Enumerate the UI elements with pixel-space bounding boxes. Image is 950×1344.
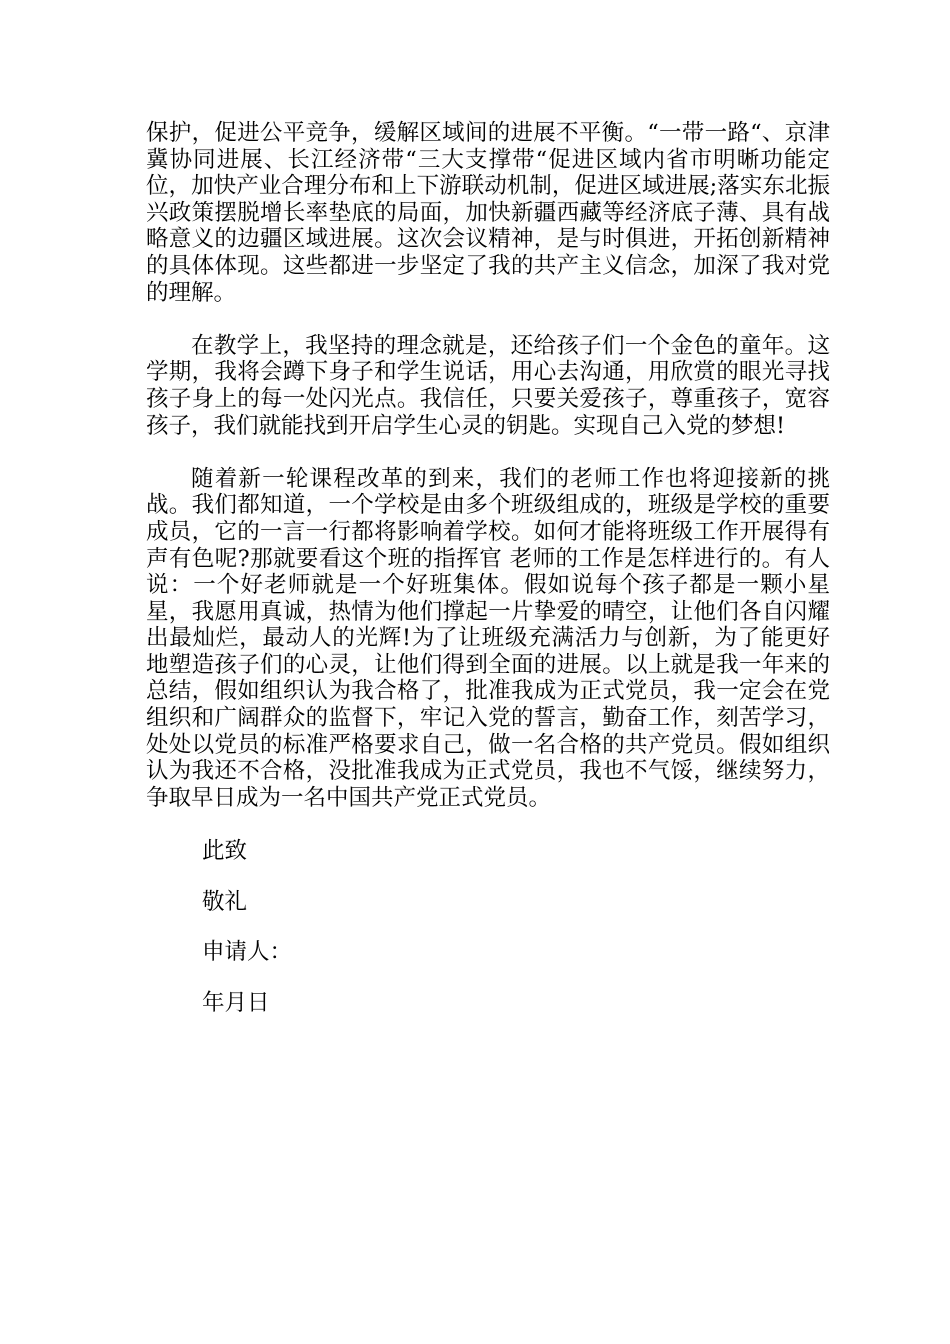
paragraph-class-work: 随着新一轮课程改革的到来，我们的老师工作也将迎接新的挑战。我们都知道，一个学校是由多个班级组成的，班级是学校的重要成员，它的一言一行都将影响着学校。如何才能将班级工作开展得有声有色呢?那就要看这个班的指挥官 老师的工作是怎样进行的。有人说：一个好老师就是一个好班集体。假如说每个孩子都是一颗小星星，我愿用真诚，热情为他们撑起一片挚爱的晴空，让他们各自闪耀出最灿烂，最动人的光辉!为了让班级充满活力与创新，为了能更好地塑造孩子们的心灵，让他们得到全面的进展。以上就是我一年来的总结，假如组织认为我合格了，批准我成为正式党员，我一定会在党组织和广阔群众的监督下，牢记入党的誓言，勤奋工作，刻苦学习，处处以党员的标准严格要求自己，做一名合格的共产党员。假如组织认为我还不合格，没批准我成为正式党员，我也不气馁，继续努力，争取早日成为一名中国共产党正式党员。 bbox=[146, 465, 830, 811]
document-body bbox=[146, 120, 830, 1040]
paragraph-continuation: 保护，促进公平竞争，缓解区域间的进展不平衡。“一带一路“、京津冀协同进展、长江经济带“三大支撑带“促进区域内省市明晰功能定位，加快产业合理分布和上下游联动机制，促进区域进展;落实东北振兴政策摆脱增长率垫底的局面，加快新疆西藏等经济底子薄、具有战略意义的边疆区域进展。这次会议精神，是与时俱进，开拓创新精神的具体体现。这些都进一步坚定了我的共产主义信念，加深了我对党的理解。 bbox=[146, 120, 830, 306]
paragraph-teaching: 在教学上，我坚持的理念就是，还给孩子们一个金色的童年。这学期，我将会蹲下身子和学生说话，用心去沟通，用欣赏的眼光寻找孩子身上的每一处闪光点。我信任，只要关爱孩子，尊重孩子，宽容孩子，我们就能找到开启学生心灵的钥匙。实现自己入党的梦想! bbox=[146, 332, 830, 439]
closing-salutation-1: 此致 bbox=[202, 838, 248, 865]
closing-salutation-2: 敬礼 bbox=[202, 888, 248, 915]
date-label: 年月日 bbox=[202, 989, 270, 1016]
applicant-signature-label: 申请人： bbox=[202, 939, 293, 966]
